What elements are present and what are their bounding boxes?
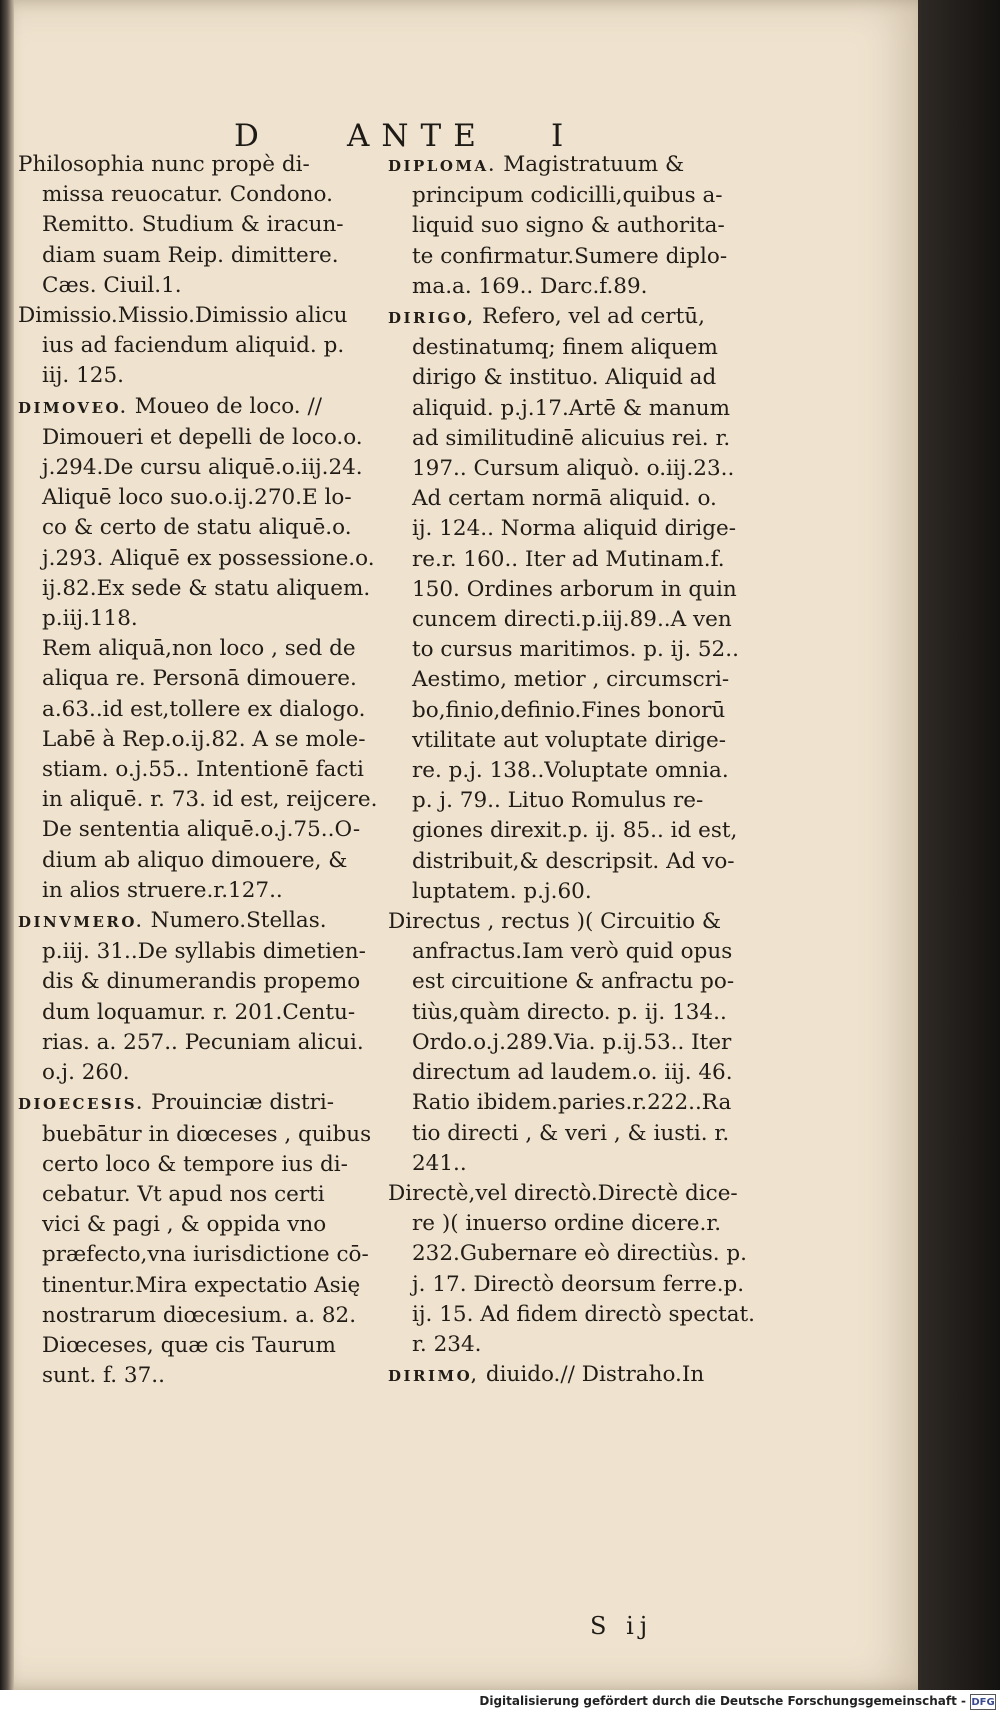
line-text: certo loco & tempore ius di- <box>42 1151 348 1177</box>
entry-line <box>18 695 390 725</box>
line-text: Philosophia nunc propè di- <box>18 152 310 177</box>
line-text: stiam. o.j.55.. Intentionē facti <box>42 757 364 783</box>
entry-line <box>18 998 390 1028</box>
line-text: r. 234. <box>412 1331 482 1357</box>
entry-line <box>18 301 390 331</box>
entry-line <box>18 392 390 423</box>
line-text: te confirmatur.Sumere diplo- <box>412 243 728 269</box>
entry-line <box>388 1239 760 1269</box>
line-text: ius ad faciendum aliquid. p. <box>42 333 345 359</box>
line-text: j.294.De cursu aliquē.o.iij.24. <box>42 455 363 481</box>
entry-line <box>18 1331 390 1361</box>
entry-line <box>388 1270 760 1300</box>
entry-line <box>18 361 390 391</box>
line-text: Ordo.o.j.289.Via. p.ij.53.. Iter <box>412 1029 732 1055</box>
entry-line <box>388 756 760 786</box>
line-text: diam suam Reip. dimittere. <box>42 242 339 268</box>
dictionary-entry <box>18 301 390 392</box>
entry-line <box>388 1330 760 1360</box>
headword: DIOECESIS. <box>18 1095 145 1114</box>
entry-line <box>18 1088 390 1119</box>
line-text: Moueo de loco. // <box>127 393 322 419</box>
line-text: in aliquē. r. 73. id est, reijcere. <box>42 787 378 813</box>
line-text: Dimoueri et depelli de loco.o. <box>42 424 363 450</box>
dictionary-entry <box>388 150 760 302</box>
footer-bar <box>0 1690 1000 1716</box>
line-text: De sententia aliquē.o.j.75..O- <box>42 817 361 843</box>
entry-line <box>18 1271 390 1301</box>
line-text: Ad certam normā aliquid. o. <box>412 486 717 512</box>
entry-line <box>18 937 390 967</box>
entry-line <box>388 394 760 424</box>
entry-line <box>388 545 760 575</box>
line-text: co & certo de statu aliquē.o. <box>42 515 352 541</box>
entry-line <box>18 785 390 815</box>
line-text: destinatumq; finem aliquem <box>412 335 718 361</box>
dictionary-entry <box>388 302 760 907</box>
line-text: re )( inuerso ordine dicere.r. <box>412 1211 722 1237</box>
line-text: est circuitione & anfractu po- <box>412 969 735 995</box>
entry-line <box>18 574 390 604</box>
line-text: missa reuocatur. Condono. <box>42 182 333 208</box>
entry-line <box>388 1119 760 1149</box>
dictionary-entry <box>388 907 760 1179</box>
entry-line <box>18 604 390 634</box>
line-text: cebatur. Vt apud nos certi <box>42 1181 325 1207</box>
line-text: re. p.j. 138..Voluptate omnia. <box>412 758 729 784</box>
entry-line <box>18 271 390 301</box>
line-text: ma.a. 169.. Darc.f.89. <box>412 273 648 299</box>
entry-line <box>18 967 390 997</box>
line-text: Rem aliquā,non loco , sed de <box>42 636 356 662</box>
entry-line <box>18 513 390 543</box>
line-text: dium ab aliquo dimouere, & <box>42 847 348 873</box>
footer-credit: Digitalisierung gefördert durch die Deutsche Forschungsgemeinschaft - <box>479 1694 966 1708</box>
entry-line <box>388 635 760 665</box>
line-text: Directè,vel directò.Directè dice- <box>388 1180 738 1206</box>
line-text: iij. 125. <box>42 363 124 389</box>
entry-line <box>388 514 760 544</box>
line-text: Aliquē loco suo.o.ij.270.E lo- <box>42 485 352 511</box>
line-text: diuido.// Distraho.In <box>479 1362 705 1388</box>
entry-line <box>388 1179 760 1209</box>
entry-line <box>388 1300 760 1330</box>
entry-line <box>18 483 390 513</box>
entry-line <box>388 696 760 726</box>
entry-line <box>388 302 760 333</box>
entry-line <box>388 1149 760 1179</box>
headword: DIRIGO, <box>388 309 476 328</box>
signature-mark: S ij <box>590 1612 654 1640</box>
entry-line <box>388 150 760 181</box>
headword: DINVMERO. <box>18 913 144 932</box>
line-text: Directus , rectus )( Circuitio & <box>388 909 721 935</box>
line-text: bo,finio,definio.Fines bonorū <box>412 697 726 723</box>
entry-line <box>18 1150 390 1180</box>
line-text: p.iij. 31..De syllabis dimetien- <box>42 939 366 965</box>
dictionary-entry <box>18 1088 390 1391</box>
entry-line <box>18 664 390 694</box>
line-text: Dimissio.Missio.Dimissio alicu <box>18 303 348 329</box>
line-text: Labē à Rep.o.ij.82. A se mole- <box>42 726 366 752</box>
entry-line <box>18 1240 390 1270</box>
line-text: j.293. Aliquē ex possessione.o. <box>42 545 375 571</box>
entry-line <box>388 272 760 302</box>
entry-line <box>388 665 760 695</box>
line-text: vtilitate aut voluptate dirige- <box>412 727 726 753</box>
line-text: liquid suo signo & authorita- <box>412 213 725 239</box>
entry-line <box>388 937 760 967</box>
page-gutter <box>0 0 14 1690</box>
line-text: 150. Ordines arborum in quin <box>412 576 737 602</box>
entry-line <box>18 1180 390 1210</box>
line-text: Cæs. Ciuil.1. <box>42 272 182 298</box>
entry-line <box>388 333 760 363</box>
line-text: rias. a. 257.. Pecuniam alicui. <box>42 1029 364 1055</box>
entry-line <box>18 634 390 664</box>
line-text: Magistratuum & <box>496 152 685 177</box>
entry-line <box>18 1361 390 1391</box>
entry-line <box>18 1301 390 1331</box>
line-text: ad similitudinē alicuius rei. r. <box>412 425 731 451</box>
entry-line <box>388 877 760 907</box>
line-text: aliqua re. Personā dimouere. <box>42 666 357 692</box>
running-head-right: I <box>551 118 570 154</box>
line-text: Prouinciæ distri- <box>144 1090 335 1116</box>
dfg-logo: DFG <box>970 1694 996 1710</box>
entry-line <box>18 755 390 785</box>
line-text: giones direxit.p. ij. 85.. id est, <box>412 818 738 844</box>
line-text: anfractus.Iam verò quid opus <box>412 939 733 965</box>
entry-line <box>18 1210 390 1240</box>
right-column <box>388 150 760 1391</box>
entry-line <box>18 876 390 906</box>
entry-line <box>18 1028 390 1058</box>
entry-line <box>388 1088 760 1118</box>
line-text: sunt. f. 37.. <box>42 1363 165 1389</box>
entry-line <box>18 544 390 574</box>
line-text: tinentur.Mira expectatio Asię <box>42 1272 361 1298</box>
entry-line <box>388 907 760 937</box>
entry-line <box>18 150 390 180</box>
line-text: 232.Gubernare eò directiùs. p. <box>412 1241 748 1267</box>
entry-line <box>18 725 390 755</box>
line-text: Numero.Stellas. <box>143 908 327 934</box>
entry-line <box>18 1120 390 1150</box>
line-text: Remitto. Studium & iracun- <box>42 212 344 238</box>
entry-line <box>388 363 760 393</box>
entry-line <box>18 331 390 361</box>
line-text: p.iij.118. <box>42 606 138 632</box>
dictionary-entry <box>388 1360 760 1391</box>
line-text: Ratio ibidem.paries.r.222..Ra <box>412 1090 732 1116</box>
line-text: Aestimo, metior , circumscri- <box>412 667 730 693</box>
line-text: o.j. 260. <box>42 1060 130 1086</box>
line-text: luptatem. p.j.60. <box>412 878 592 904</box>
line-text: dis & dinumerandis propemo <box>42 969 361 995</box>
entry-line <box>388 1360 760 1391</box>
entry-line <box>388 181 760 211</box>
line-text: 197.. Cursum aliquò. o.iij.23.. <box>412 456 735 482</box>
line-text: nostrarum diœcesium. a. 82. <box>42 1302 357 1328</box>
entry-line <box>18 815 390 845</box>
line-text: aliquid. p.j.17.Artē & manum <box>412 395 731 421</box>
entry-line <box>388 726 760 756</box>
line-text: tiùs,quàm directo. p. ij. 134.. <box>412 999 727 1025</box>
entry-line <box>18 423 390 453</box>
entry-line <box>388 424 760 454</box>
entry-line <box>388 242 760 272</box>
entry-line <box>388 605 760 635</box>
running-head-left: D <box>234 118 265 154</box>
entry-line <box>18 906 390 937</box>
line-text: vici & pagi , & oppida vno <box>42 1212 327 1238</box>
left-column <box>18 150 390 1391</box>
headword: DIMOVEO. <box>18 398 128 417</box>
running-head-center: ANTE <box>347 118 488 154</box>
dictionary-entry <box>18 906 390 1088</box>
entry-line <box>388 786 760 816</box>
line-text: to cursus maritimos. p. ij. 52.. <box>412 637 739 663</box>
entry-line <box>388 1058 760 1088</box>
entry-line <box>18 846 390 876</box>
line-text: directum ad laudem.o. iij. 46. <box>412 1060 733 1086</box>
line-text: p. j. 79.. Lituo Romulus re- <box>412 788 704 814</box>
entry-line <box>18 241 390 271</box>
entry-line <box>18 1058 390 1088</box>
line-text: dirigo & instituo. Aliquid ad <box>412 365 717 391</box>
line-text: 241.. <box>412 1150 467 1176</box>
entry-line <box>388 998 760 1028</box>
line-text: Refero, vel ad certū, <box>475 304 705 330</box>
entry-line <box>18 180 390 210</box>
entry-line <box>388 575 760 605</box>
headword: DIPLOMA. <box>388 157 497 175</box>
dictionary-entry <box>18 150 390 301</box>
entry-line <box>18 453 390 483</box>
line-text: j. 17. Directò deorsum ferre.p. <box>412 1271 745 1297</box>
line-text: Diœceses, quæ cis Taurum <box>42 1332 336 1358</box>
line-text: buebātur in diœceses , quibus <box>42 1121 372 1147</box>
line-text: a.63..id est,tollere ex dialogo. <box>42 696 366 722</box>
entry-line <box>388 967 760 997</box>
entry-line <box>388 816 760 846</box>
line-text: in alios struere.r.127.. <box>42 877 283 903</box>
line-text: ij. 15. Ad fidem directò spectat. <box>412 1301 756 1327</box>
dictionary-entry <box>18 392 390 906</box>
line-text: cuncem directi.p.iij.89..A ven <box>412 607 732 633</box>
line-text: tio directi , & veri , & iusti. r. <box>412 1120 730 1146</box>
line-text: dum loquamur. r. 201.Centu- <box>42 999 356 1025</box>
line-text: ij. 124.. Norma aliquid dirige- <box>412 516 737 542</box>
entry-line <box>388 211 760 241</box>
entry-line <box>388 454 760 484</box>
entry-line <box>18 210 390 240</box>
line-text: principum codicilli,quibus a- <box>412 183 723 209</box>
entry-line <box>388 484 760 514</box>
entry-line <box>388 847 760 877</box>
line-text: præfecto,vna iurisdictione cō- <box>42 1242 369 1268</box>
line-text: re.r. 160.. Iter ad Mutinam.f. <box>412 546 725 572</box>
headword: DIRIMO, <box>388 1367 480 1386</box>
scan-background <box>918 0 1000 1690</box>
entry-line <box>388 1028 760 1058</box>
dictionary-entry <box>388 1179 760 1360</box>
line-text: distribuit,& descripsit. Ad vo- <box>412 848 735 874</box>
entry-line <box>388 1209 760 1239</box>
line-text: ij.82.Ex sede & statu aliquem. <box>42 575 371 601</box>
